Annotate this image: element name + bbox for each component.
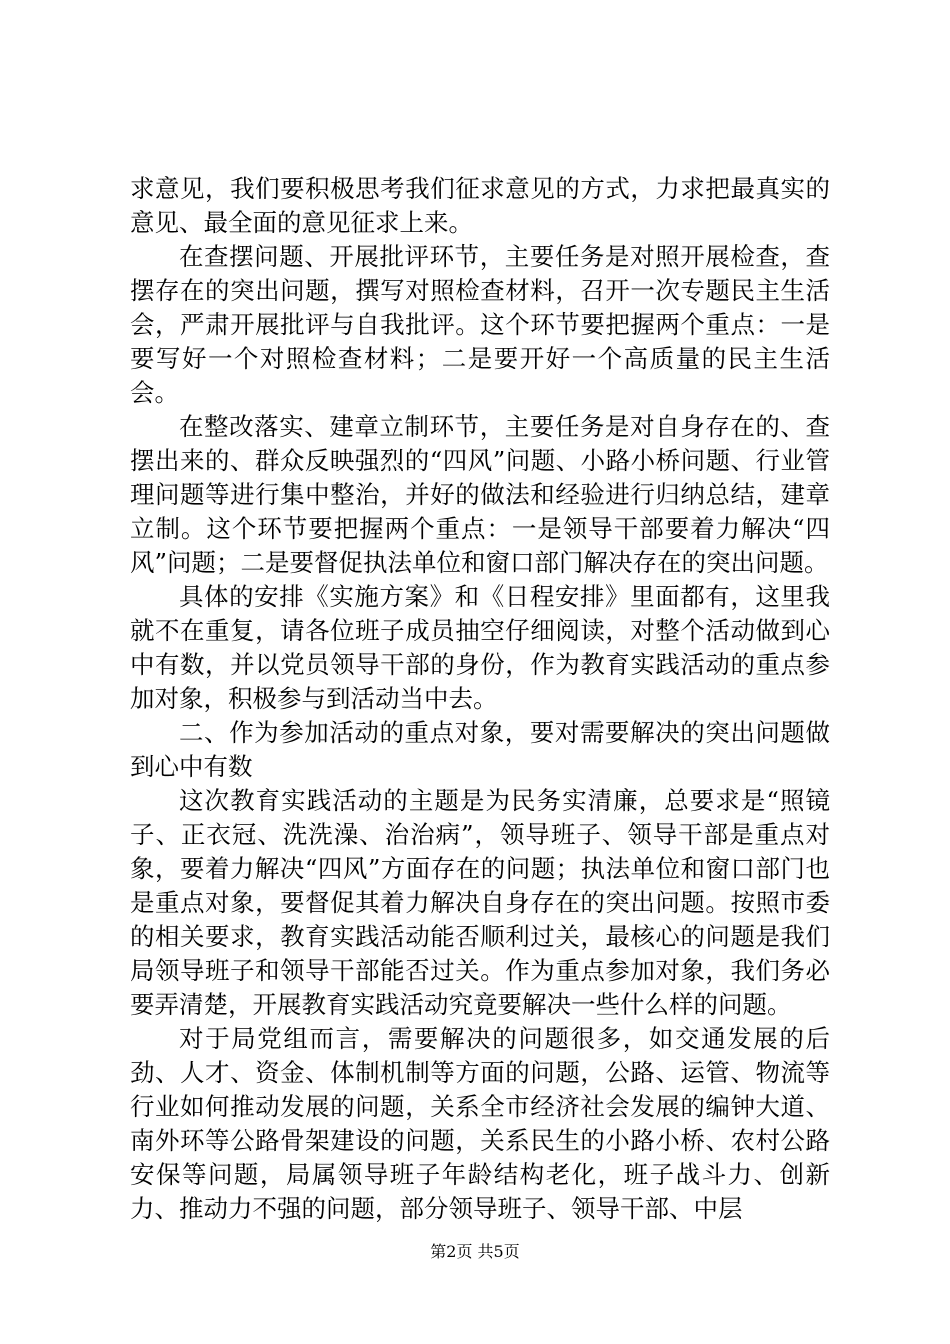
paragraph-activity-theme: 这次教育实践活动的主题是为民务实清廉，总要求是“照镜子、正衣冠、洗洗澡、治治病”，领导班子、领导干部是重点对象，要着力解决“四风”方面存在的问题；执法单位和窗口部门也是重点对象，要督促其着力解决自身存在的突出问题。按照市委的相关要求，教育实践活动能否顺利过关，最核心的问题是我们局领导班子和领导干部能否过关。作为重点参加对象，我们务必要弄清楚，开展教育实践活动究竟要解决一些什么样的问题。 <box>130 786 830 1019</box>
paragraph-continuation: 求意见，我们要积极思考我们征求意见的方式，力求把最真实的意见、最全面的意见征求上来。 <box>130 174 830 237</box>
paragraph-arrangements: 具体的安排《实施方案》和《日程安排》里面都有，这里我就不在重复，请各位班子成员抽空仔细阅读，对整个活动做到心中有数，并以党员领导干部的身份，作为教育实践活动的重点参加对象，积极参与到活动当中去。 <box>130 582 830 713</box>
paragraph-review-stage: 在查摆问题、开展批评环节，主要任务是对照开展检查，查摆存在的突出问题，撰写对照检查材料，召开一次专题民主生活会，严肃开展批评与自我批评。这个环节要把握两个重点：一是要写好一个对照检查材料；二是要开好一个高质量的民主生活会。 <box>130 242 830 407</box>
page-number-footer: 第2页 共5页 <box>430 1242 520 1261</box>
document-body <box>130 172 830 1226</box>
section-heading-two: 二、作为参加活动的重点对象，要对需要解决的突出问题做到心中有数 <box>130 718 830 781</box>
paragraph-rectification-stage: 在整改落实、建章立制环节，主要任务是对自身存在的、查摆出来的、群众反映强烈的“四风”问题、小路小桥问题、行业管理问题等进行集中整治，并好的做法和经验进行归纳总结，建章立制。这个环节要把握两个重点：一是领导干部要着力解决“四风”问题；二是要督促执法单位和窗口部门解决存在的突出问题。 <box>130 412 830 577</box>
paragraph-party-group-issues: 对于局党组而言，需要解决的问题很多，如交通发展的后劲、人才、资金、体制机制等方面的问题，公路、运管、物流等行业如何推动发展的问题，关系全市经济社会发展的编钟大道、南外环等公路骨架建设的问题，关系民生的小路小桥、农村公路安保等问题，局属领导班子年龄结构老化，班子战斗力、创新力、推动力不强的问题，部分领导班子、领导干部、中层 <box>130 1024 830 1223</box>
